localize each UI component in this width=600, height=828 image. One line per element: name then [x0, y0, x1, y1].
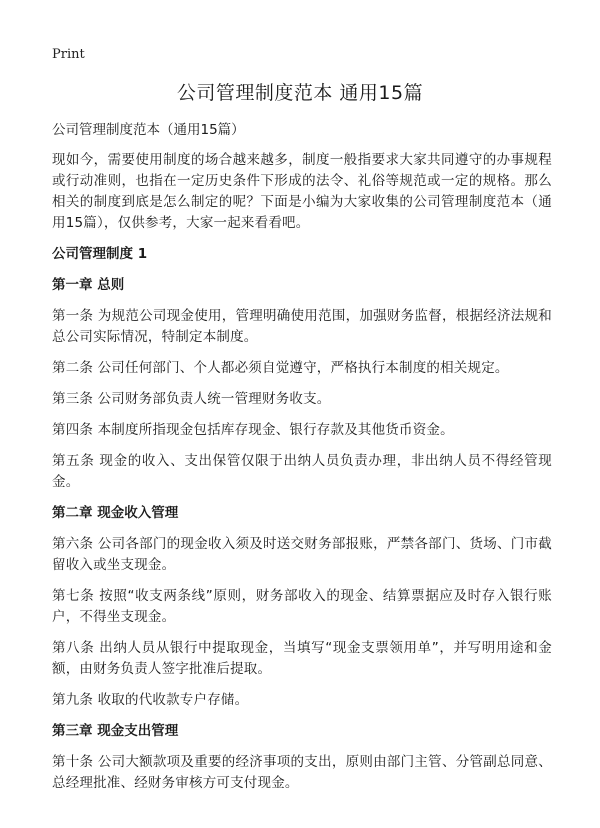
- article-2: 第二条 公司任何部门、个人都必须自觉遵守，严格执行本制度的相关规定。: [52, 360, 509, 376]
- document-body: [52, 120, 552, 804]
- article-5: 第五条 现金的收入、支出保管仅限于出纳人员负责办理，非出纳人员不得经管现金。: [52, 453, 552, 490]
- document-subtitle: 公司管理制度范本（通用15篇）: [52, 122, 245, 138]
- article-6: 第六条 公司各部门的现金收入须及时送交财务部报账，严禁各部门、货场、门市截留收入或坐支现金。: [52, 536, 552, 573]
- article-10: 第十条 公司大额款项及重要的经济事项的支出，原则由部门主管、分管副总同意、总经理批准、经财务审核方可支付现金。: [52, 754, 552, 791]
- article-1: 第一条 为规范公司现金使用，管理明确使用范围，加强财务监督，根据经济法规和总公司实际情况，特制定本制度。: [52, 308, 552, 345]
- section-title: 公司管理制度 1: [52, 246, 148, 262]
- article-7: 第七条 按照“收支两条线”原则，财务部收入的现金、结算票据应及时存入银行账户，不得坐支现金。: [52, 588, 552, 625]
- article-4: 第四条 本制度所指现金包括库存现金、银行存款及其他货币资金。: [52, 422, 454, 438]
- chapter-1-title: 第一章 总则: [52, 277, 125, 293]
- article-3: 第三条 公司财务部负责人统一管理财务收支。: [52, 391, 331, 407]
- chapter-2-title: 第二章 现金收入管理: [52, 505, 179, 521]
- page-title: 公司管理制度范本 通用15篇: [176, 82, 424, 104]
- article-9: 第九条 收取的代收款专户存储。: [52, 692, 249, 708]
- article-8: 第八条 出纳人员从银行中提取现金，当填写“现金支票领用单”，并写明用途和金额，由财务负责人签字批准后提取。: [52, 640, 552, 677]
- intro-paragraph: 现如今，需要使用制度的场合越来越多，制度一般指要求大家共同遵守的办事规程或行动准则，也指在一定历史条件下形成的法令、礼俗等规范或一定的规格。那么相关的制度到底是怎么制定的呢？下面是小编为大家收集的公司管理制度范本（通用15篇），仅供参考，大家一起来看看吧。: [52, 152, 552, 231]
- print-link[interactable]: Print: [52, 47, 85, 62]
- chapter-3-title: 第三章 现金支出管理: [52, 723, 179, 739]
